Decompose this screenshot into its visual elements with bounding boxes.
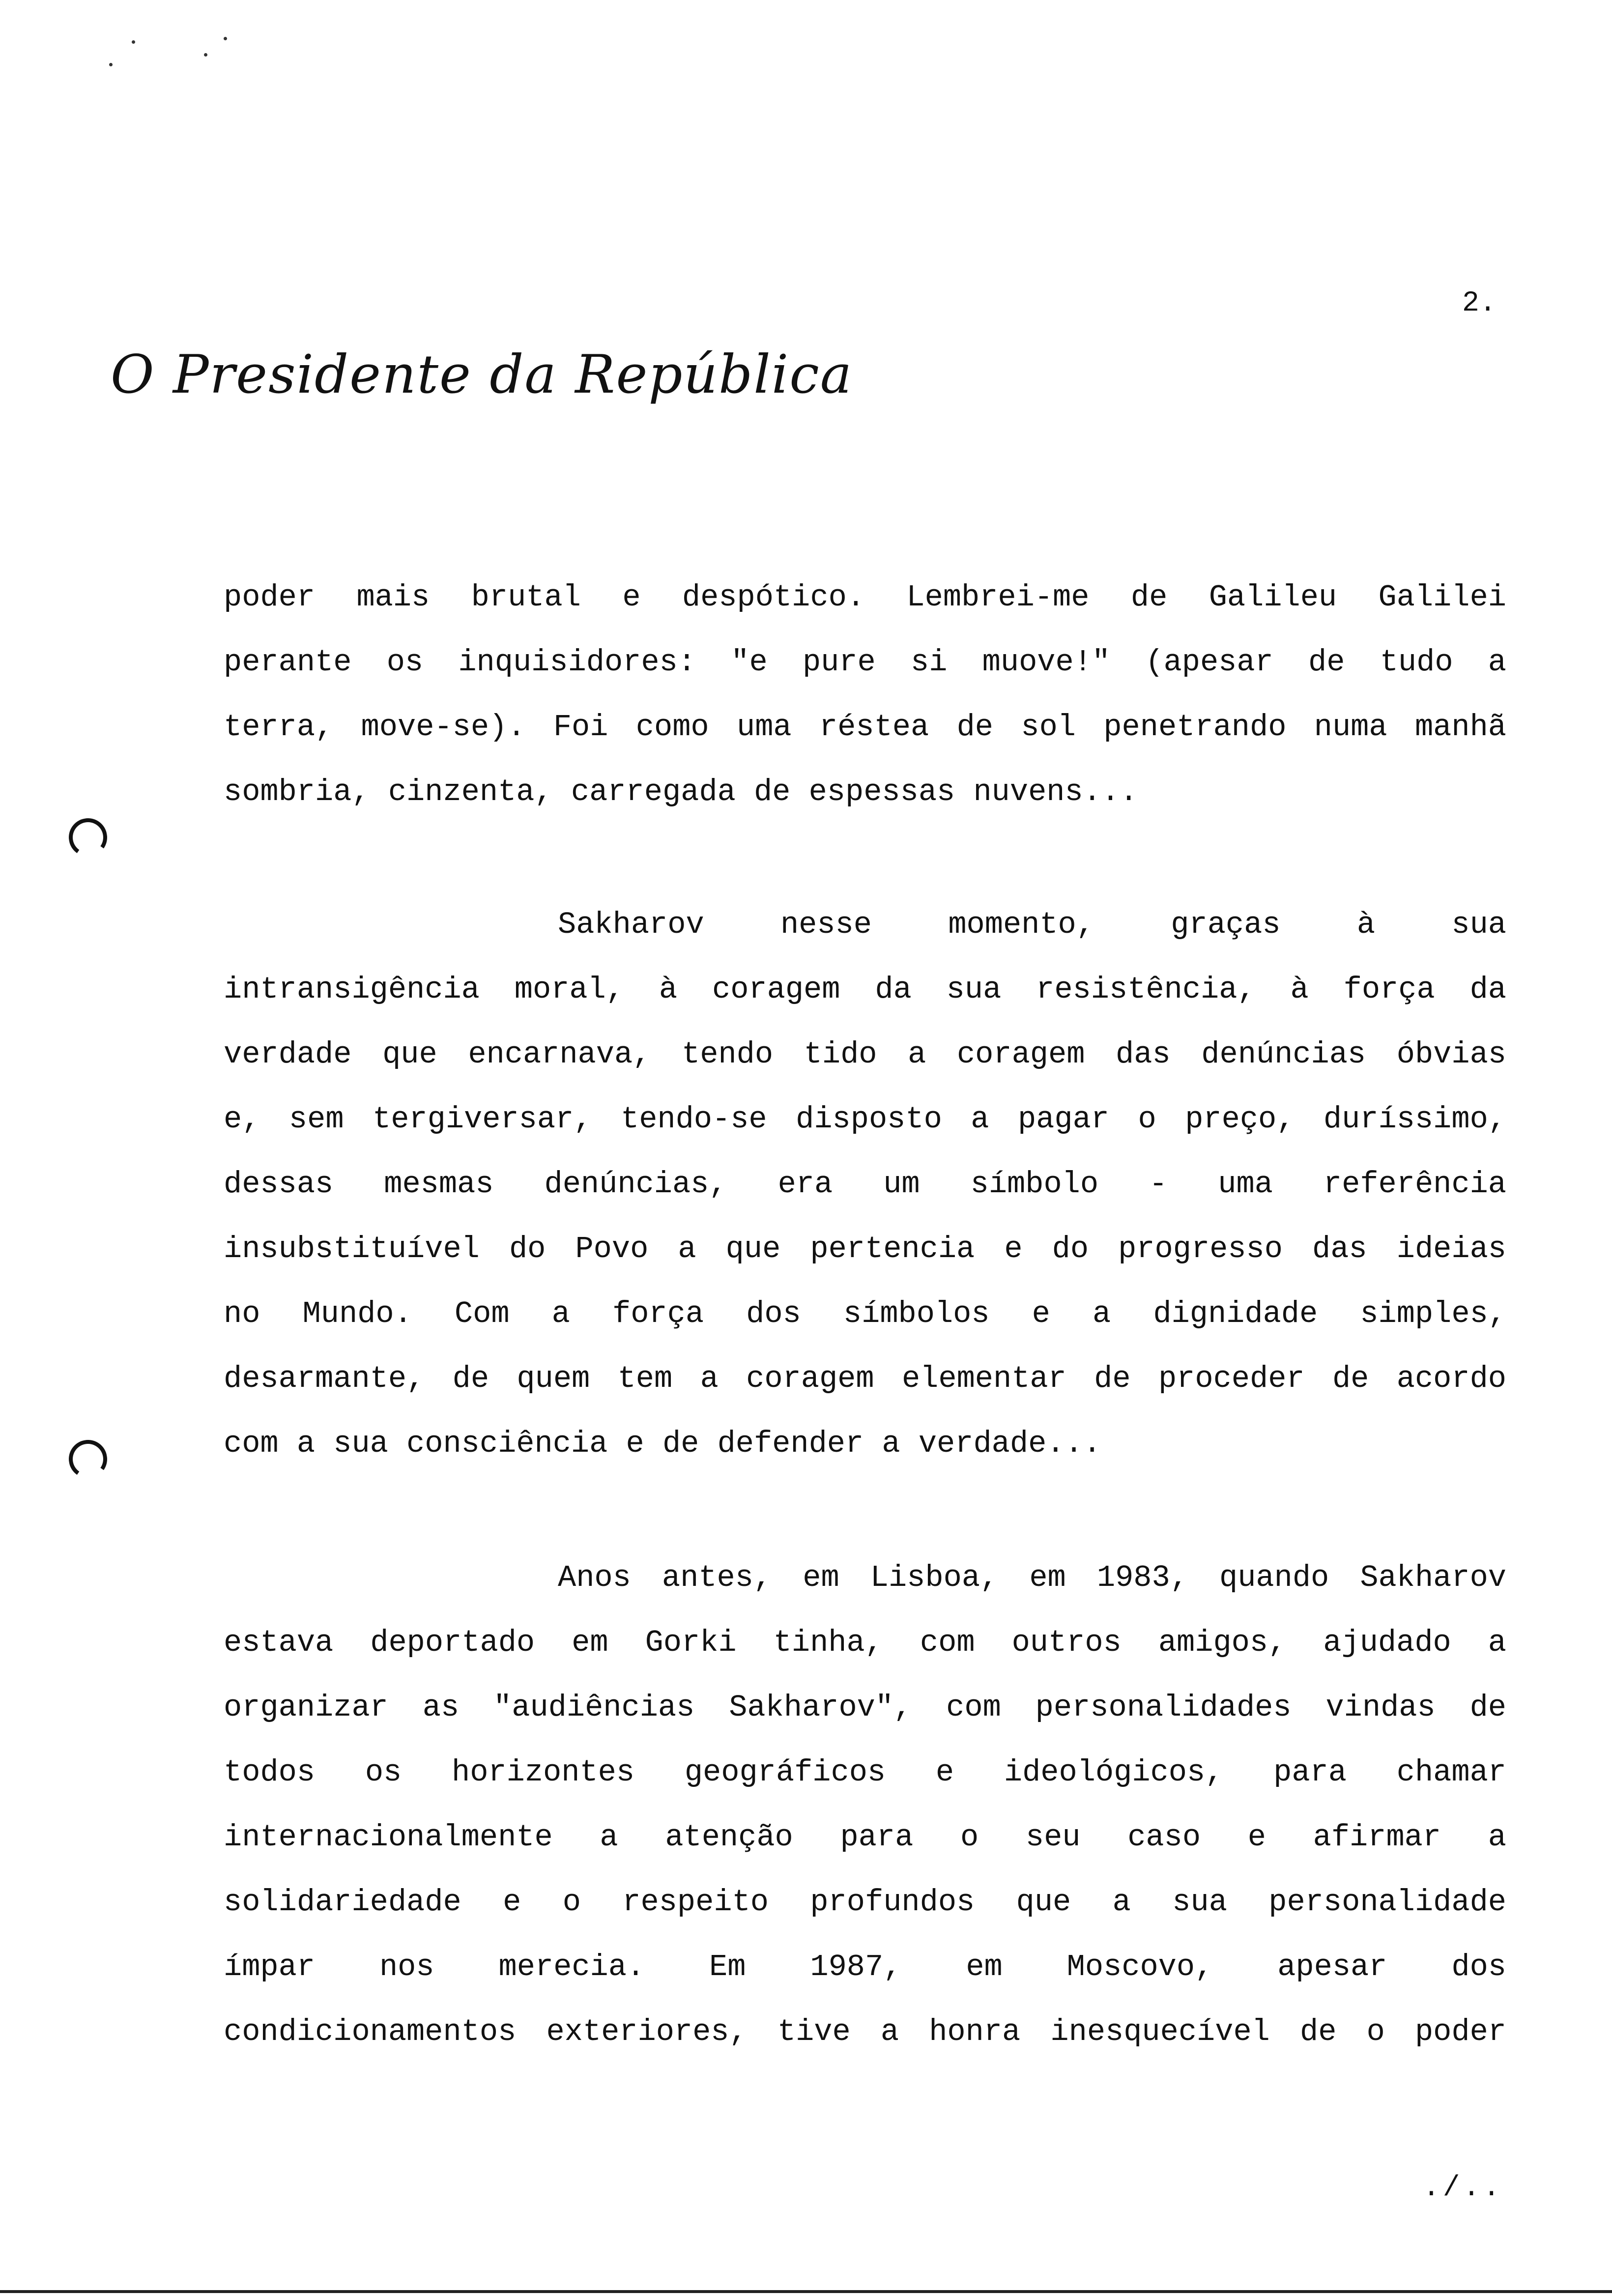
text-line: desarmante, de quem tem a coragem elementar de proceder de acordo: [224, 1361, 1506, 1396]
text-line: dessas mesmas denúncias, era um símbolo - uma referência: [224, 1167, 1506, 1202]
text-line: terra, move-se). Foi como uma réstea de sol penetrando numa manhã: [224, 710, 1506, 745]
text-line: no Mundo. Com a força dos símbolos e a dignidade simples,: [224, 1296, 1506, 1331]
page-number: 2.: [1462, 287, 1497, 319]
text-line: todos os horizontes geográficos e ideológicos, para chamar: [224, 1755, 1506, 1790]
scan-speck: [132, 40, 135, 44]
text-line: solidariedade e o respeito profundos que a sua personalidade: [224, 1885, 1506, 1920]
scan-edge-rule: [0, 2290, 1612, 2293]
text-line: perante os inquisidores: "e pure si muove!" (apesar de tudo a: [224, 645, 1506, 680]
scan-speck: [109, 63, 113, 66]
text-line: poder mais brutal e despótico. Lembrei-me de Galileu Galilei: [224, 580, 1506, 615]
letterhead-signature-title: O Presidente da República: [111, 344, 853, 405]
text-line: Sakharov nesse momento, graças à sua: [558, 907, 1506, 942]
text-line: Anos antes, em Lisboa, em 1983, quando Sakharov: [558, 1560, 1506, 1595]
text-line: organizar as "audiências Sakharov", com personalidades vindas de: [224, 1690, 1506, 1725]
punch-hole-mark: [66, 815, 110, 860]
text-line: intransigência moral, à coragem da sua resistência, à força da: [224, 972, 1506, 1007]
punch-hole-mark: [66, 1437, 110, 1481]
paragraph-3: [224, 1546, 1506, 2065]
paragraph-1: [224, 565, 1506, 825]
text-line: insubstituível do Povo a que pertencia e do progresso das ideias: [224, 1232, 1506, 1266]
scan-speck: [204, 53, 207, 57]
scan-speck: [224, 37, 227, 40]
paragraph-2: [224, 892, 1506, 1476]
text-line: com a sua consciência e de defender a verdade...: [224, 1426, 1101, 1461]
text-line: e, sem tergiversar, tendo-se disposto a pagar o preço, duríssimo,: [224, 1102, 1506, 1137]
text-line: ímpar nos merecia. Em 1987, em Moscovo, apesar dos: [224, 1950, 1506, 1984]
text-line: condicionamentos exteriores, tive a honra inesquecível de o poder: [224, 2014, 1506, 2049]
continuation-mark: ./..: [1423, 2172, 1503, 2204]
text-line: internacionalmente a atenção para o seu caso e afirmar a: [224, 1820, 1506, 1855]
text-line: sombria, cinzenta, carregada de espessas nuvens...: [224, 775, 1138, 809]
text-line: verdade que encarnava, tendo tido a coragem das denúncias óbvias: [224, 1037, 1506, 1072]
text-line: estava deportado em Gorki tinha, com outros amigos, ajudado a: [224, 1625, 1506, 1660]
